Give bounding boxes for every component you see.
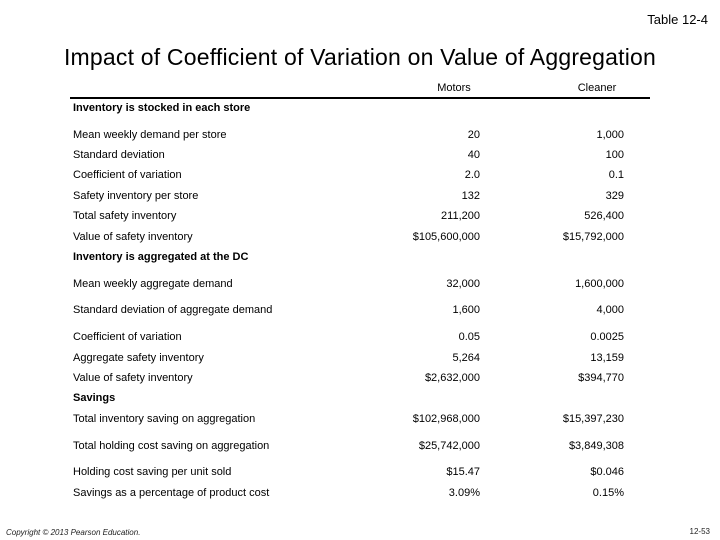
row-label: Coefficient of variation	[73, 331, 182, 343]
row-label: Safety inventory per store	[73, 190, 199, 202]
table-row	[0, 231, 720, 245]
table-number: Table 12-4	[647, 12, 708, 27]
row-value-cleaner: 0.0025	[590, 331, 624, 343]
row-value-cleaner: 100	[605, 149, 624, 161]
row-label: Mean weekly demand per store	[73, 129, 227, 141]
row-value-cleaner: 0.15%	[592, 487, 624, 499]
row-value-motors: $2,632,000	[424, 372, 480, 384]
table-row	[0, 129, 720, 143]
table-row	[0, 487, 720, 501]
table-row	[0, 210, 720, 224]
row-label: Total holding cost saving on aggregation	[73, 440, 270, 452]
row-value-cleaner: 1,600,000	[575, 278, 624, 290]
row-value-cleaner: 4,000	[596, 304, 624, 316]
row-value-motors: 20	[467, 129, 480, 141]
table-row	[0, 440, 720, 454]
row-label: Total inventory saving on aggregation	[73, 413, 256, 425]
row-value-motors: $102,968,000	[412, 413, 480, 425]
row-value-cleaner: $15,792,000	[562, 231, 624, 243]
row-label: Value of safety inventory	[73, 231, 193, 243]
row-value-cleaner: 329	[605, 190, 624, 202]
row-value-cleaner: 0.1	[608, 169, 624, 181]
row-value-motors: 40	[467, 149, 480, 161]
table-row	[0, 352, 720, 366]
row-label: Holding cost saving per unit sold	[73, 466, 232, 478]
row-value-motors: $25,742,000	[418, 440, 480, 452]
row-value-cleaner: $394,770	[578, 372, 624, 384]
table-row	[0, 413, 720, 427]
column-header-motors: Motors	[437, 82, 471, 94]
row-label: Standard deviation of aggregate demand	[73, 304, 273, 316]
row-value-cleaner: 526,400	[584, 210, 624, 222]
table-row	[0, 304, 720, 318]
section-heading-stocked: Inventory is stocked in each store	[73, 102, 251, 114]
section-heading-aggregated: Inventory is aggregated at the DC	[73, 251, 249, 263]
row-label: Value of safety inventory	[73, 372, 193, 384]
table-row	[0, 190, 720, 204]
row-value-motors: 2.0	[464, 169, 480, 181]
header-rule	[70, 97, 650, 99]
row-value-cleaner: 1,000	[596, 129, 624, 141]
row-value-motors: 0.05	[458, 331, 480, 343]
table-row	[0, 149, 720, 163]
table-row	[0, 331, 720, 345]
row-value-motors: $15.47	[446, 466, 480, 478]
row-value-motors: 211,200	[441, 210, 480, 222]
row-value-motors: 32,000	[446, 278, 480, 290]
table-row	[0, 278, 720, 292]
row-label: Mean weekly aggregate demand	[73, 278, 233, 290]
table-row	[0, 372, 720, 386]
row-value-motors: 3.09%	[448, 487, 480, 499]
row-value-cleaner: $0.046	[590, 466, 624, 478]
row-value-motors: 1,600	[452, 304, 480, 316]
page-title: Impact of Coefficient of Variation on Value of Aggregation	[63, 44, 657, 70]
row-value-cleaner: $3,849,308	[568, 440, 624, 452]
row-value-cleaner: $15,397,230	[562, 413, 624, 425]
copyright: Copyright © 2013 Pearson Education.	[6, 528, 141, 537]
row-label: Coefficient of variation	[73, 169, 182, 181]
row-label: Standard deviation	[73, 149, 165, 161]
column-header-cleaner: Cleaner	[577, 82, 617, 94]
section-heading-savings: Savings	[73, 392, 116, 404]
page-number: 12-53	[689, 527, 710, 536]
row-label: Total safety inventory	[73, 210, 177, 222]
row-value-motors: 5,264	[452, 352, 480, 364]
row-value-cleaner: 13,159	[590, 352, 624, 364]
row-label: Aggregate safety inventory	[73, 352, 204, 364]
row-value-motors: $105,600,000	[412, 231, 480, 243]
row-label: Savings as a percentage of product cost	[73, 487, 270, 499]
table-row	[0, 169, 720, 183]
table-row	[0, 466, 720, 480]
row-value-motors: 132	[461, 190, 480, 202]
